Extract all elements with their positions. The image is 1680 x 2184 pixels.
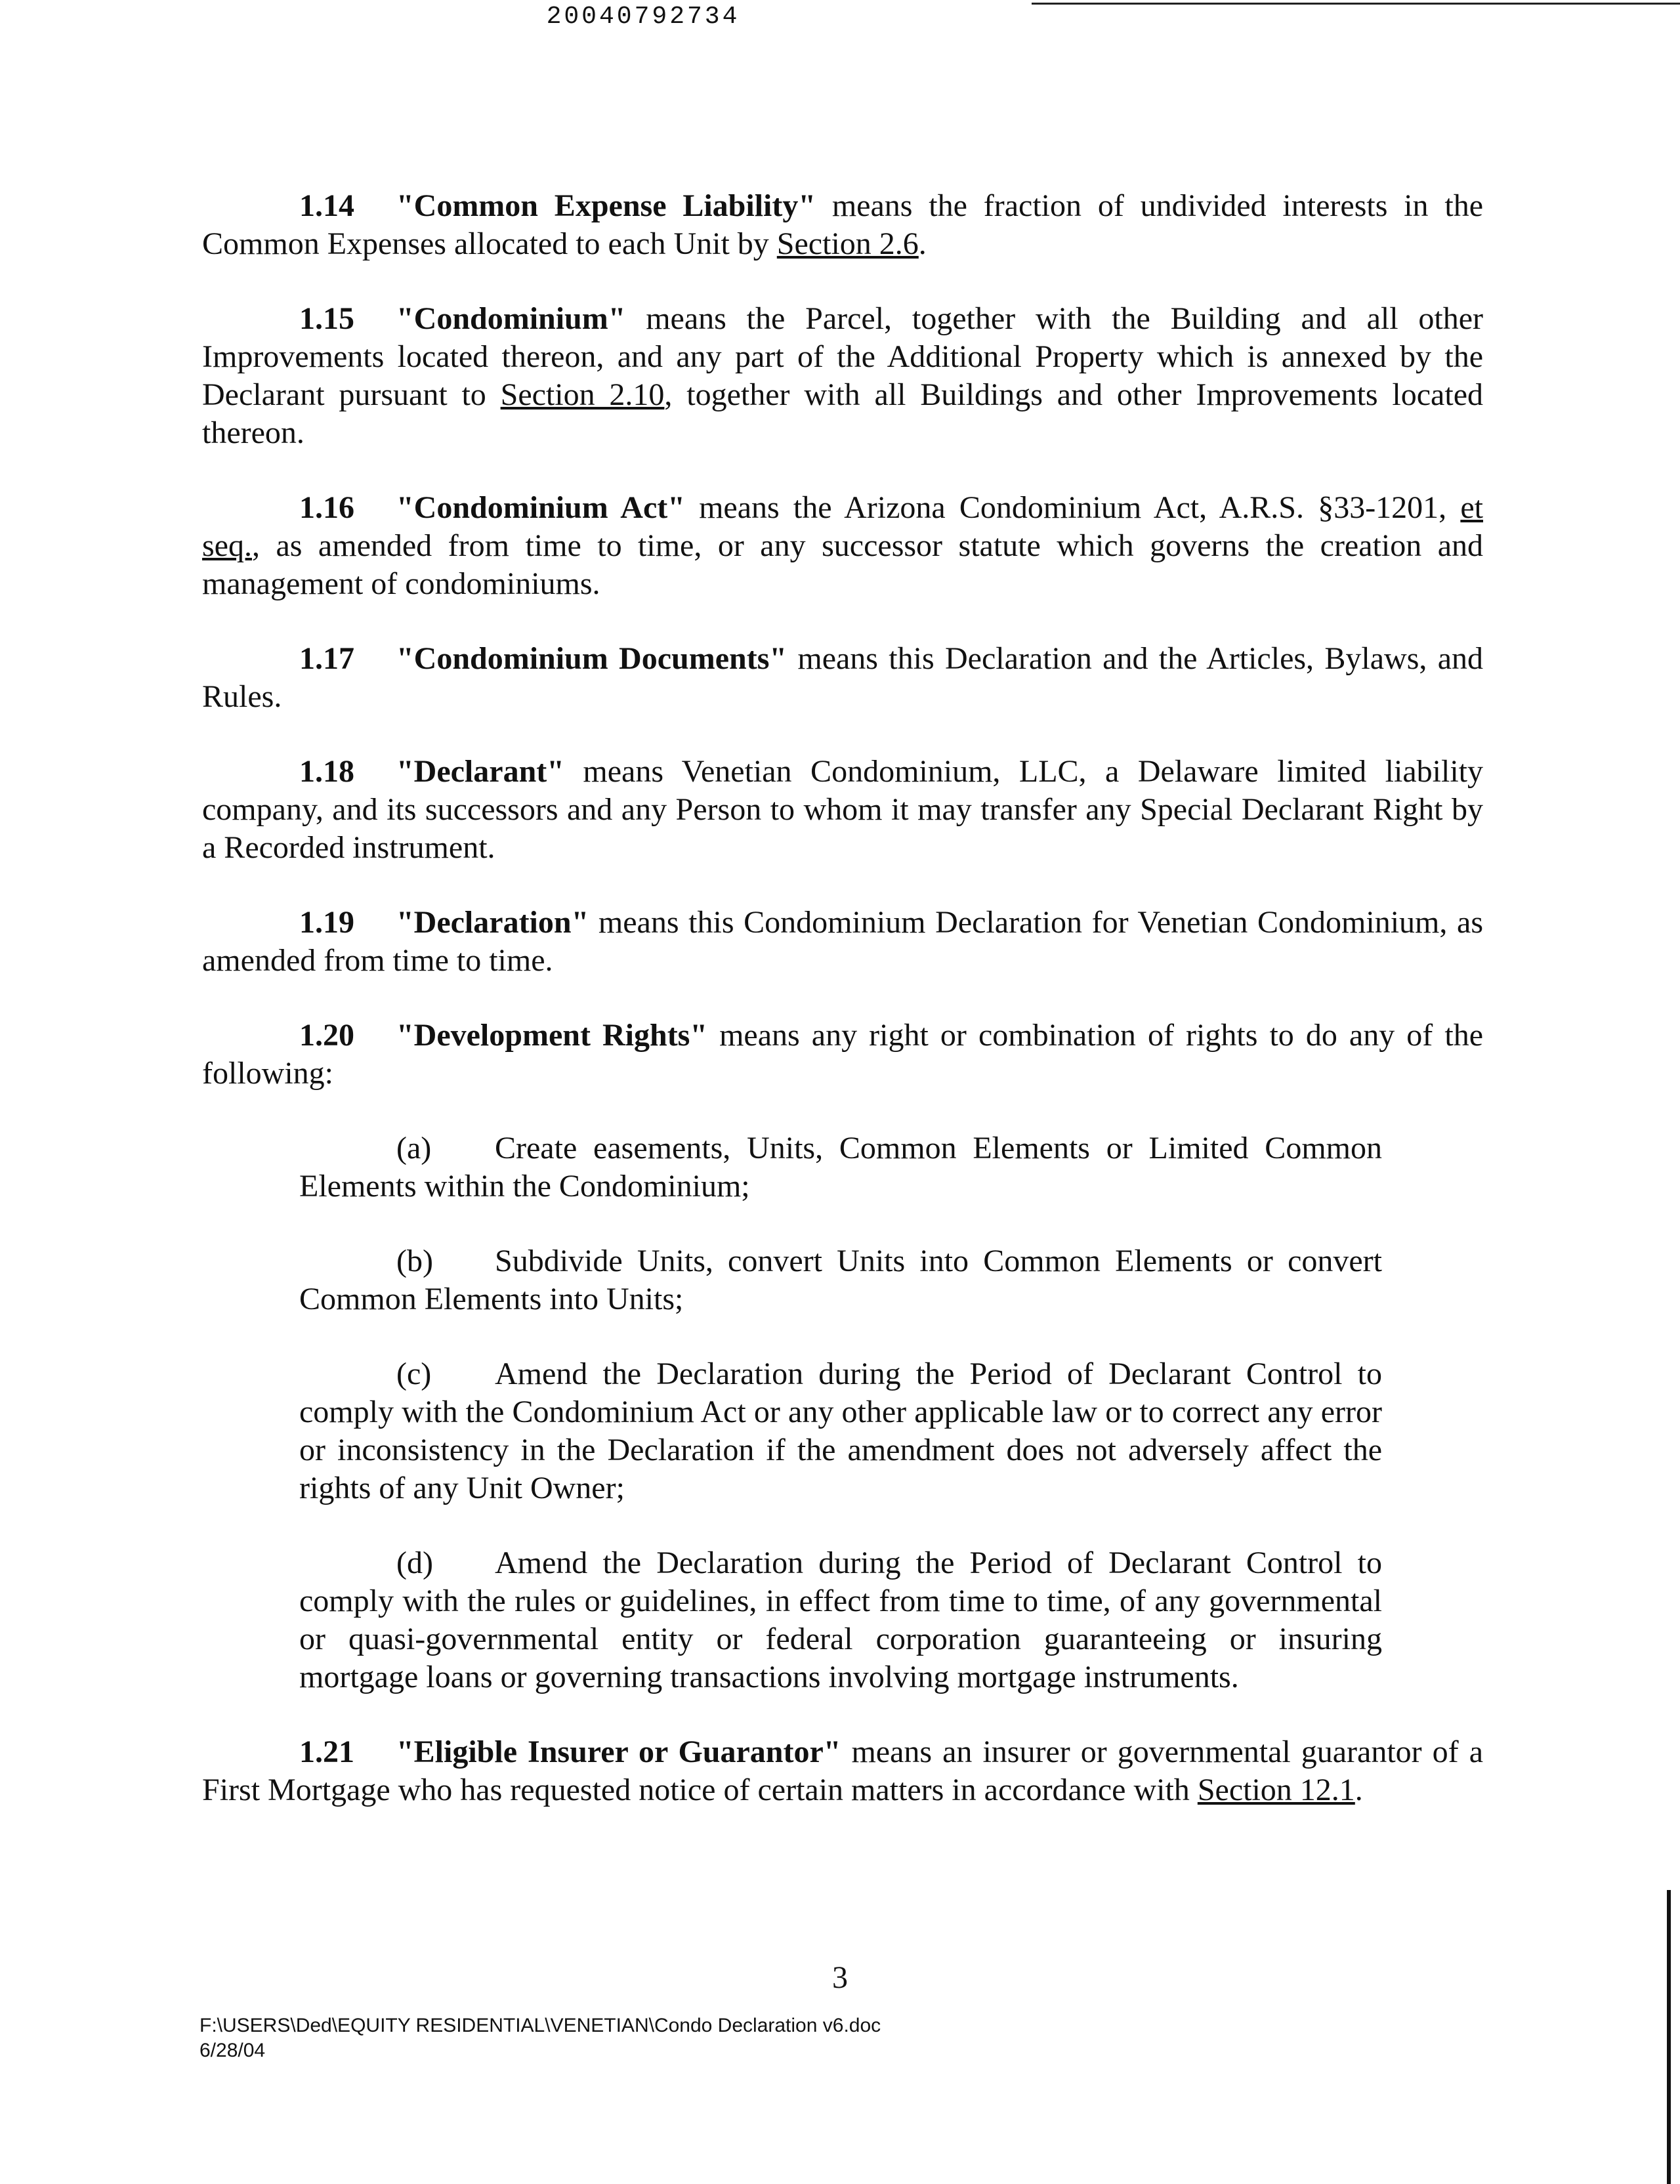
subitem-a: (a) Create easements, Units, Common Elements or Limited Common Elements within the Condominium; bbox=[299, 1131, 1382, 1204]
section-1-18: 1.18 "Declarant" means Venetian Condominium, LLC, a Delaware limited liability company, and its successors and any Person to whom it may transfer any Special Declarant Right by a Recorded instrument. bbox=[202, 754, 1483, 865]
section-1-20: 1.20 "Development Rights" means any right or combination of rights to do any of the following: bbox=[202, 1018, 1484, 1091]
footer bbox=[200, 2013, 881, 2063]
scan-edge-bar bbox=[1667, 1890, 1671, 2184]
record-number: 20040792734 bbox=[546, 3, 740, 31]
page-number: 3 bbox=[832, 1960, 848, 1995]
section-1-21: 1.21 "Eligible Insurer or Guarantor" means an insurer or governmental guarantor of a First Mortgage who has requested notice of certain matters in accordance with Section 12.1. bbox=[202, 1734, 1483, 1807]
section-ref-link: Section 2.10 bbox=[500, 377, 665, 412]
subitem-c: (c) Amend the Declaration during the Period of Declarant Control to comply with the Condominium Act or any other applicable law or to correct any error or inconsistency in the Declaration if the amendment does not adversely affect the rights of any Unit Owner; bbox=[299, 1356, 1382, 1505]
section-ref-link: Section 12.1 bbox=[1197, 1773, 1355, 1807]
section-1-17: 1.17 "Condominium Documents" means this Declaration and the Articles, Bylaws, and Rules. bbox=[202, 641, 1483, 714]
subitem-d: (d) Amend the Declaration during the Period of Declarant Control to comply with the rules or guidelines, in effect from time to time, of any governmental or quasi-governmental entity or federal corporation guaranteeing or insuring mortgage loans or governing transactions involving mortgage instruments. bbox=[299, 1545, 1382, 1694]
section-1-19: 1.19 "Declaration" means this Condominium Declaration for Venetian Condominium, as amended from time to time. bbox=[202, 905, 1483, 978]
document-body bbox=[202, 187, 1483, 1846]
footer-file-path: F:\USERS\Ded\EQUITY RESIDENTIAL\VENETIAN\Condo Declaration v6.doc bbox=[200, 2015, 881, 2036]
section-1-15: 1.15 "Condominium" means the Parcel, together with the Building and all other Improvements located thereon, and any part of the Additional Property which is annexed by the Declarant pursuant to Section 2.10, together with all Buildings and other Improvements located thereon. bbox=[202, 301, 1483, 450]
et-seq-ref: et seq. bbox=[202, 490, 1484, 563]
section-1-16: 1.16 "Condominium Act" means the Arizona Condominium Act, A.R.S. §33-1201, et seq., as amended from time to time, or any successor statute which governs the creation and management of condominiums. bbox=[202, 490, 1484, 601]
footer-date: 6/28/04 bbox=[200, 2040, 266, 2061]
section-ref-link: Section 2.6 bbox=[776, 226, 919, 261]
section-1-14: 1.14 "Common Expense Liability" means the fraction of undivided interests in the Common Expenses allocated to each Unit by Section 2.6. bbox=[202, 188, 1484, 261]
top-rule bbox=[1032, 3, 1680, 5]
subitem-b: (b) Subdivide Units, convert Units into Common Elements or convert Common Elements into Units; bbox=[299, 1244, 1382, 1316]
